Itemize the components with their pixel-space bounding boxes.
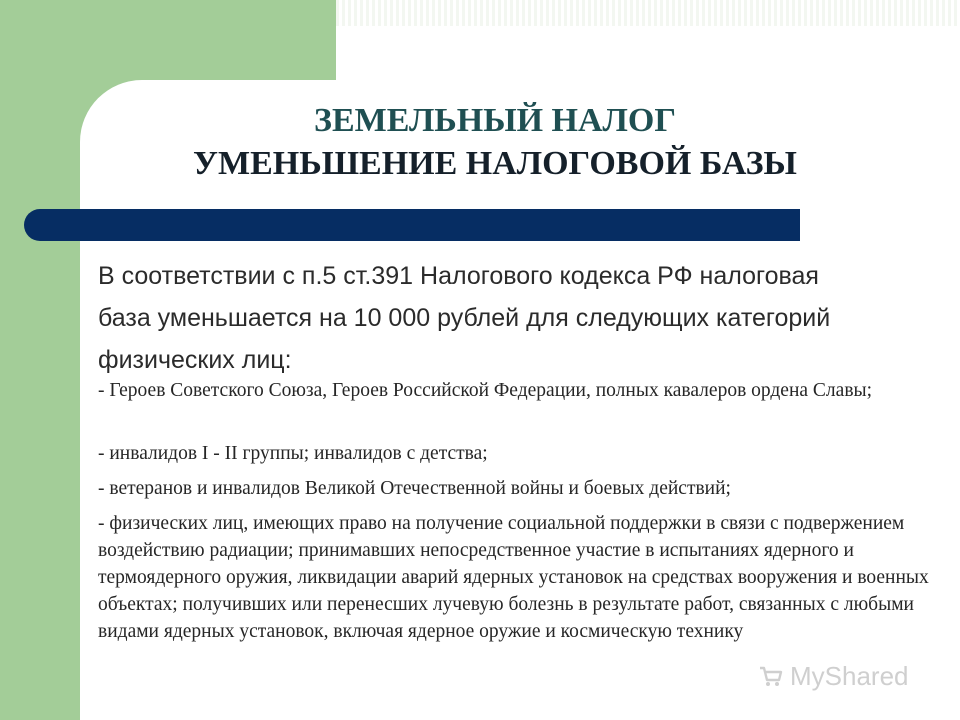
bullet-item: - ветеранов и инвалидов Великой Отечественной войны и боевых действий; bbox=[98, 478, 731, 499]
top-stripe-decor bbox=[336, 0, 960, 26]
bullet-item: - Героев Советского Союза, Героев Российской Федерации, полных кавалеров ордена Славы; bbox=[98, 380, 873, 401]
slide-title: ЗЕМЕЛЬНЫЙ НАЛОГ bbox=[314, 102, 676, 139]
watermark bbox=[758, 656, 928, 696]
bullet-item: - физических лиц, имеющих право на получение социальной поддержки в связи с подвержением воздействию радиации; принимавших непосредственное участие в испытаниях ядерного и термоядерного оружия, ликвидации аварий ядерных установок на средствах вооружения и военных объектах; получивших или перенесших лучевую болезнь в результате работ, связанных с любыми видами ядерных установок, включая ядерное оружие и космическую технику bbox=[98, 513, 929, 642]
slide-subtitle: УМЕНЬШЕНИЕ НАЛОГОВОЙ БАЗЫ bbox=[193, 145, 797, 182]
title-divider-bar bbox=[24, 209, 800, 241]
bullet-item: - инвалидов I - II группы; инвалидов с детства; bbox=[98, 443, 488, 464]
watermark-text: MyShared bbox=[790, 660, 909, 691]
cart-icon bbox=[758, 663, 784, 689]
intro-paragraph: В соответствии с п.5 ст.391 Налогового кодекса РФ налоговая база уменьшается на 10 000 рублей для следующих категорий физических лиц: bbox=[98, 262, 831, 374]
